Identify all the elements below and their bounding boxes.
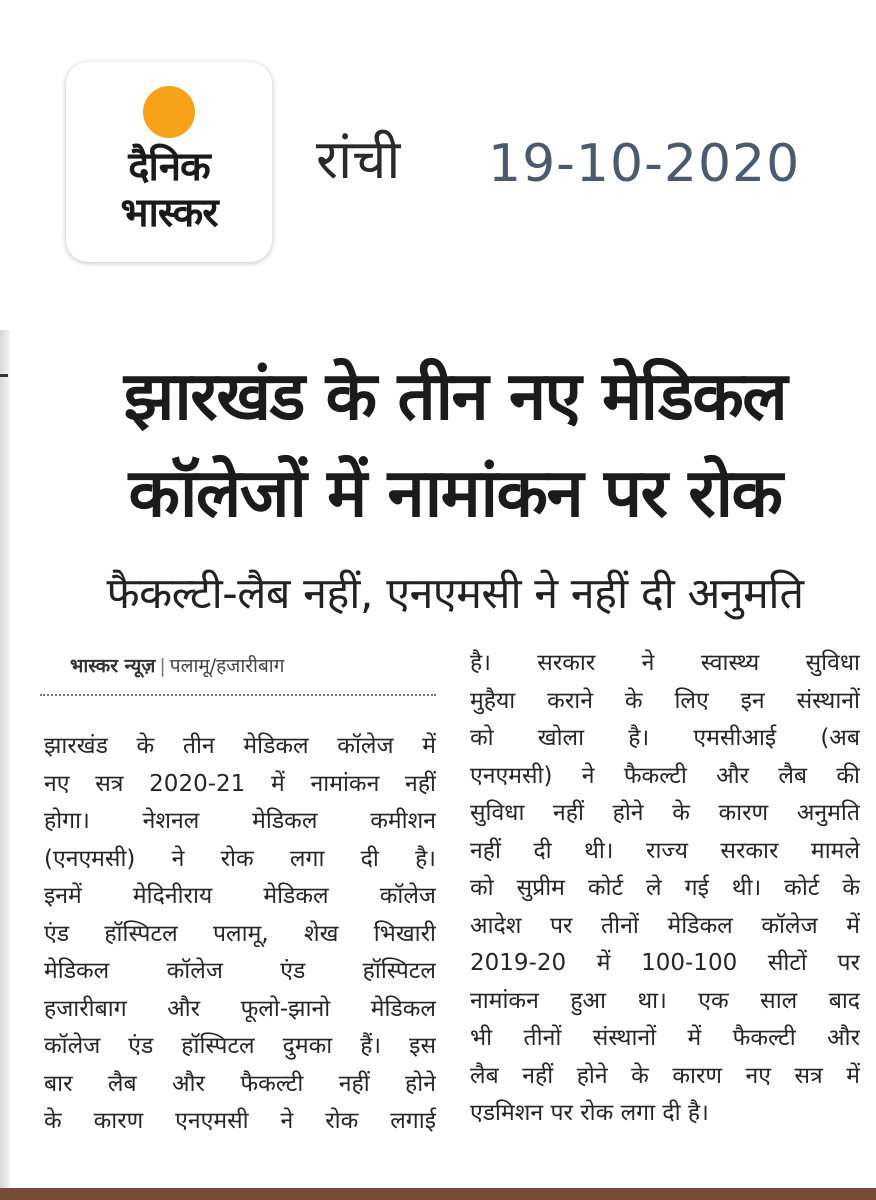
body-line: झारखंड के तीन मेडिकल कॉलेज में — [44, 733, 436, 759]
body-line: आदेश पर तीनों मेडिकल कॉलेज में — [470, 912, 860, 939]
body-line: एडमिशन पर रोक लगा दी है। — [470, 1100, 709, 1126]
body-line: एनएमसी) ने फैकल्टी और लैब की — [470, 762, 860, 789]
byline-divider — [40, 694, 436, 696]
body-line: भी तीनों संस्थानों में फैकल्टी और — [470, 1025, 860, 1051]
sun-icon — [143, 86, 195, 138]
clipping-edge-mark — [0, 374, 8, 377]
body-line: मेडिकल कॉलेज एंड हॉस्पिटल — [44, 958, 436, 984]
body-line: के कारण एनएमसी ने रोक लगाई — [44, 1108, 436, 1134]
article-left-column — [44, 728, 436, 1141]
body-line: एंड हॉस्पिटल पलामू, शेख भिखारी — [44, 920, 436, 947]
byline-separator: | — [159, 655, 166, 677]
body-line: नामांकन हुआ था। एक साल बाद — [470, 987, 860, 1014]
subheadline: फैकल्टी-लैब नहीं, एनएमसी ने नहीं दी अनुमति — [106, 569, 804, 619]
body-line: 2019-20 में 100-100 सीटों पर — [470, 950, 860, 976]
headline-line-1: झारखंड के तीन नए मेडिकल — [123, 357, 787, 435]
body-line: इनमें मेदिनीराय मेडिकल कॉलेज — [44, 883, 436, 909]
headline-line-2: कॉलेजों में नामांकन पर रोक — [128, 454, 782, 532]
body-line: नहीं दी थी। राज्य सरकार मामले — [470, 837, 860, 864]
body-line: कॉलेज एंड हॉस्पिटल दुमका हैं। इस — [44, 1033, 436, 1059]
body-line: को सुप्रीम कोर्ट ले गई थी। कोर्ट के — [470, 875, 860, 901]
body-line: को खोला है। एमसीआई (अब — [470, 725, 860, 751]
body-line: बार लैब और फैकल्टी नहीं होने — [44, 1070, 436, 1097]
article-right-column — [470, 645, 860, 1133]
body-line: (एनएमसी) ने रोक लगा दी है। — [44, 845, 436, 872]
logo-text-line2: भास्कर — [120, 190, 218, 236]
body-line: लैब नहीं होने के कारण नए सत्र में — [470, 1062, 860, 1089]
body-line: नए सत्र 2020-21 में नामांकन नहीं — [44, 770, 436, 797]
byline — [70, 652, 284, 680]
body-line: होगा। नेशनल मेडिकल कमीशन — [44, 808, 436, 834]
body-line: मुहैया कराने के लिए इन संस्थानों — [470, 687, 860, 714]
edition-date: 19-10-2020 — [488, 134, 801, 194]
edition-city: रांची — [316, 128, 401, 191]
byline-location: पलामू/हजारीबाग — [169, 655, 285, 677]
body-line: सुविधा नहीं होने के कारण अनुमति — [470, 800, 860, 826]
body-line: है। सरकार ने स्वास्थ्य सुविधा — [470, 650, 860, 676]
newspaper-logo — [66, 62, 272, 262]
logo-text-line1: दैनिक — [128, 144, 210, 190]
clipping-edge — [0, 330, 10, 1200]
byline-agency: भास्कर न्यूज़ — [70, 655, 156, 677]
body-line: हजारीबाग और फूलो-झानो मेडिकल — [44, 995, 436, 1022]
bottom-border — [0, 1188, 876, 1200]
